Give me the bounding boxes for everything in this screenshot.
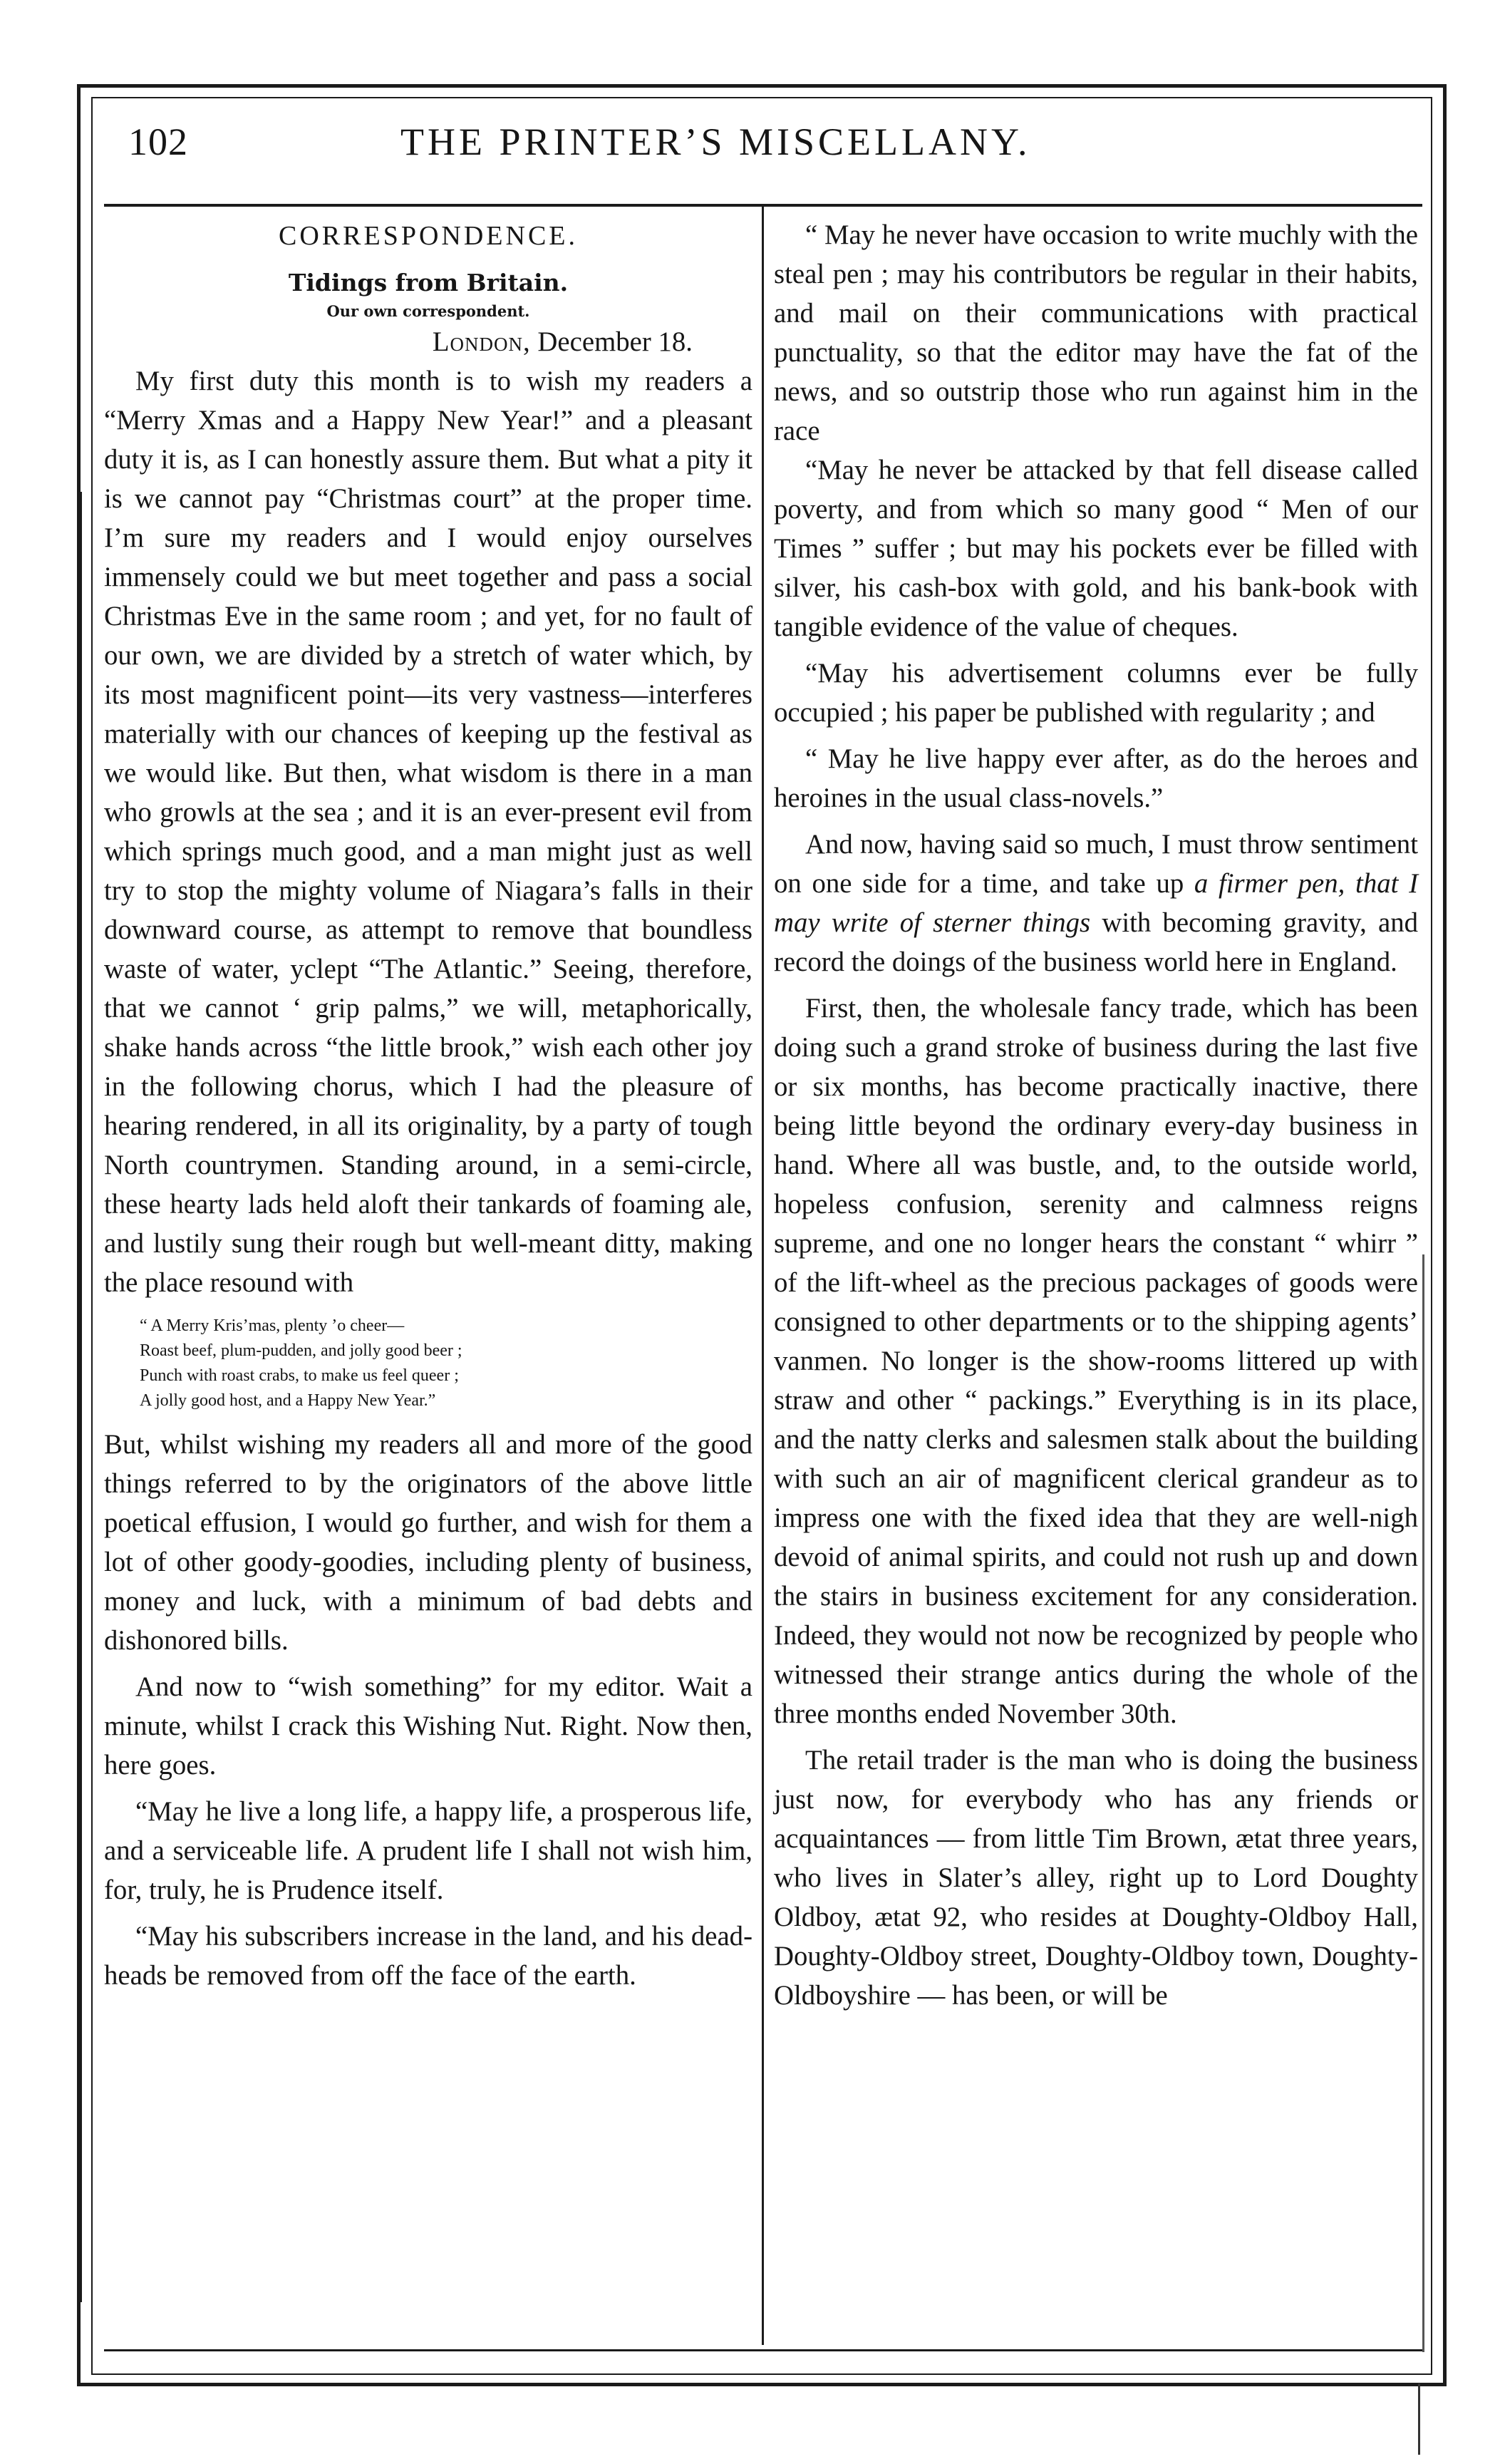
paragraph: But, whilst wishing my readers all and more of the good things referred to by the originators of the above little poetical effusion, I would go further, and wish for them a lot of other goody-goodies, including plenty of business, money and luck, with a minimum of bad debts and dishonored bills. [104,1429,752,1656]
running-title: THE PRINTER’S MISCELLANY. [400,120,1031,163]
running-header [128,120,1418,177]
paragraph: “May he never be attacked by that fell disease called poverty, and from which so many good “ Men of our Times ” suffer ; but may his pockets ever be filled with silver, his cash-box with gold, and his bank-book with tangible evidence of the value of cheques. [774,455,1418,642]
column-divider [762,207,764,2345]
footer-rule [104,2349,1422,2351]
left-margin-line [80,492,82,2302]
paragraph: The retail trader is the man who is doing the business just now, for everybody who has any friends or acquaintances — from little Tim Brown, ætat three years, who lives in Slater’s alley, right up to Lord Doughty Oldboy, ætat 92, who resides at Doughty-Oldboy Hall, Doughty-Oldboy street, Doughty-Oldboy town, Doughty-Oldboyshire — has been, or will be [774,1745,1418,2011]
left-column [104,215,752,1995]
verse-line: “ A Merry Kris’mas, plenty ’o cheer— [140,1316,405,1335]
article-title: Tidings from Britain. [288,269,569,297]
right-column [774,215,1418,2015]
paragraph: “May he live a long life, a happy life, a prosperous life, and a serviceable life. A prudent life I shall not wish him, for, truly, he is Prudence itself. [104,1796,752,1905]
section-heading: CORRESPONDENCE. [279,221,578,251]
right-margin-line [1422,1254,1424,2352]
page-border-tail [1418,2383,1437,2455]
verse-line: A jolly good host, and a Happy New Year.” [140,1391,436,1410]
paragraph: First, then, the wholesale fancy trade, which has been doing such a grand stroke of business during the last five or six months, has become practically inactive, there being little beyond the ordinary every-day business in hand. Where all was bustle, and, to the outside world, hopeless confusion, serenity and calmness reigns supreme, and one no longer hears the constant “ whirr ” of the lift-wheel as the precious packages of goods were consigned to other departments or to the shipping agents’ vanmen. No longer is the show-rooms littered up with straw and other “ packings.” Everything is in its place, and the natty clerks and salesmen stalk about the building with such an air of magnificent clerical grandeur as to impress one with the fixed idea that they are well-nigh devoid of animal spirits, and could not rush up and down the stairs in business excitement for any consideration. Indeed, they would not now be recognized by people who witnessed their strange antics during the whole of the three months ended November 30th. [774,993,1418,1729]
paragraph: “May his advertisement columns ever be fully occupied ; his paper be published with regularity ; and [774,658,1418,728]
verse-line: Punch with roast crabs, to make us feel queer ; [140,1366,459,1385]
paragraph-italic-part: a firmer pen, that I may write of sterner things [774,868,1418,938]
dateline-place: London, [432,326,531,357]
dateline-date: December 18. [530,326,693,357]
paragraph-part: And now, having said so much, I must throw sentiment on one side for a time, and take up [774,829,1418,899]
paragraph [774,825,1418,981]
verse-block [140,1314,752,1413]
paragraph: “May his subscribers increase in the land, and his dead-heads be removed from off the face of the earth. [104,1921,752,1991]
paragraph: “ May he live happy ever after, as do the heroes and heroines in the usual class-novels.” [774,743,1418,813]
paragraph: “ May he never have occasion to write muchly with the steal pen ; may his contributors be regular in their habits, and mail on their communications with practical punctuality, so that the editor may have the fat of the news, and so outstrip those who run against him in the race [774,220,1418,446]
byline: Our own correspondent. [326,302,530,320]
paragraph: And now to “wish something” for my editor. Wait a minute, whilst I crack this Wishing Nut. Right. Now then, here goes. [104,1671,752,1780]
dateline [104,322,752,361]
page-number: 102 [128,120,188,163]
paragraph-part: with becoming gravity, and record the doings of the business world here in England. [774,907,1418,977]
paragraph: My first duty this month is to wish my readers a “Merry Xmas and a Happy New Year!” and a pleasant duty it is, as I can honestly assure them. But what a pity it is we cannot pay “Christmas court” at the proper time. I’m sure my readers and I would enjoy ourselves immensely could we but meet together and pass a social Christmas Eve in the same room ; and yet, for no fault of our own, we are divided by a stretch of water which, by its most magnificent point—its very vastness—interferes materially with our chances of keeping up the festival as we would like. But then, what wisdom is there in a man who growls at the sea ; and it is an ever-present evil from which springs much good, and a man might just as well try to stop the mighty volume of Niagara’s falls in their downward course, as attempt to remove that boundless waste of water, yclept “The Atlantic.” Seeing, therefore, that we cannot ‘ grip palms,” we will, metaphorically, shake hands across “the little brook,” wish each other joy in the following chorus, which I had the pleasure of hearing rendered, in all its originality, by a party of tough North countrymen. Standing around, in a semi-circle, these hearty lads held aloft their tankards of foaming ale, and lustily sung their rough but well-meant ditty, making the place resound with [104,366,752,1298]
verse-line: Roast beef, plum-pudden, and jolly good beer ; [140,1341,462,1360]
